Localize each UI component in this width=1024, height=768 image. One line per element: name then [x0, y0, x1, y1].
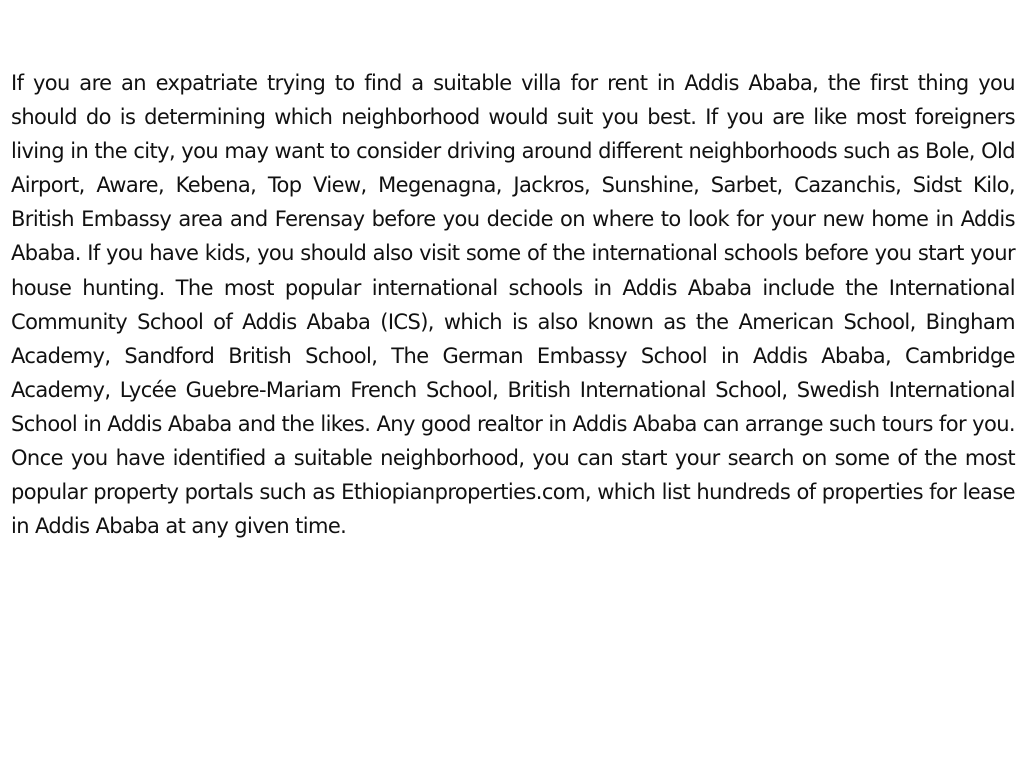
body-paragraph: If you are an expatriate trying to find a suitable villa for rent in Addis Ababa, the first thing you should do is determining which neighborhood would suit you best. If you are like most foreigners living in the city, you may want to consider driving around different neighborhoods such as Bole, Old Airport, Aware, Kebena, Top View, Megenagna, Jackros, Sunshine, Sarbet, Cazanchis, Sidst Kilo, British Embassy area and Ferensay before you decide on where to look for your new home in Addis Ababa. If you have kids, you should also visit some of the international schools before you start your house hunting. The most popular international schools in Addis Ababa include the International Community School of Addis Ababa (ICS), which is also known as the American School, Bingham Academy, Sandford British School, The German Embassy School in Addis Ababa, Cambridge Academy, Lycée Guebre-Mariam French School, British International School, Swedish International School in Addis Ababa and the likes. Any good realtor in Addis Ababa can arrange such tours for you. Once you have identified a suitable neighborhood, you can start your search on some of the most popular property portals such as Ethiopianproperties.com, which list hundreds of properties for lease in Addis Ababa at any given time.	[11, 71, 1015, 539]
